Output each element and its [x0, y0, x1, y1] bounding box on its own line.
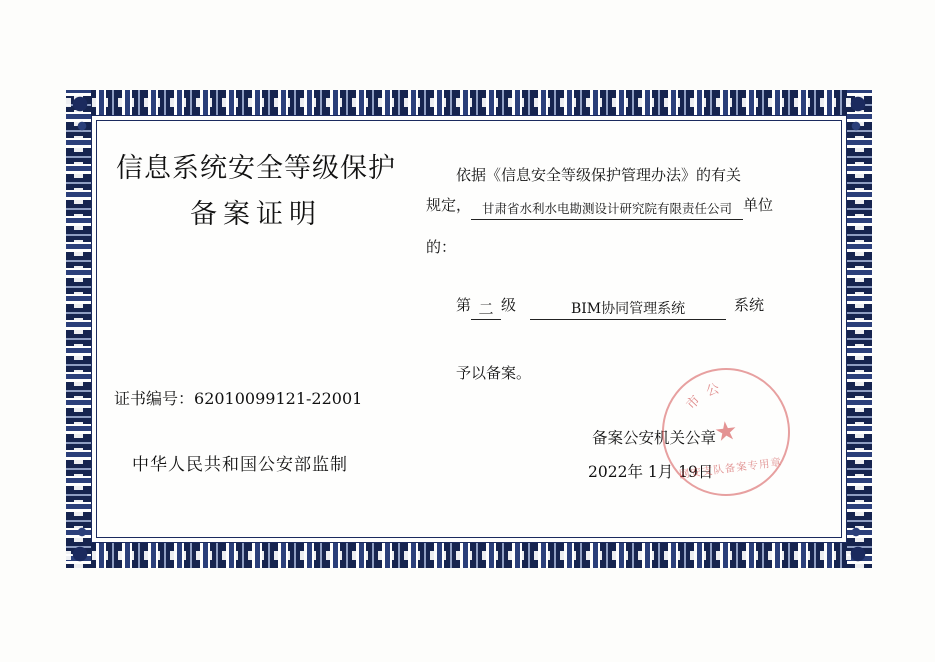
- certificate-number-label: 证书编号：: [114, 389, 195, 408]
- body-intro: 依据《信息安全等级保护管理办法》的有关: [456, 166, 742, 184]
- certificate-number: [114, 386, 362, 409]
- company-name-field: 甘肃省水利水电勘测设计研究院有限责任公司: [471, 199, 743, 220]
- page-title: [96, 146, 416, 238]
- official-seal-stamp: [655, 361, 798, 504]
- clause-tail-second-line: 的：: [426, 238, 457, 256]
- level-label: 第: [456, 296, 472, 314]
- seal-arc-label: 市 公: [683, 380, 724, 413]
- certificate-number-value: 62010099121-22001: [194, 389, 363, 408]
- svg-text:市 公: [682, 381, 725, 414]
- certificate-content: [96, 120, 842, 538]
- right-column: [426, 120, 842, 538]
- clause-tail: 单位: [743, 196, 774, 214]
- border-band-left: [66, 90, 91, 568]
- seal-date: 2022年 1月 19日: [588, 463, 714, 481]
- system-suffix: 系统: [734, 296, 765, 314]
- border-band-top: [66, 90, 872, 115]
- seal-label: 备案公安机关公章: [592, 429, 717, 447]
- clause-lead: 规定，: [426, 196, 472, 214]
- system-name-field: BIM协同管理系统: [530, 299, 726, 320]
- record-statement: 予以备案。: [456, 364, 532, 382]
- title-line-2: 备案证明: [190, 199, 322, 230]
- title-line-1: 信息系统安全等级保护: [116, 153, 396, 184]
- level-unit: 级: [501, 296, 517, 314]
- level-value-field: 二: [471, 299, 501, 320]
- body-clause-line: [426, 190, 842, 220]
- issuing-authority: 中华人民共和国公安部监制: [132, 455, 348, 475]
- level-line: [456, 290, 842, 320]
- border-band-bottom: [66, 543, 872, 568]
- left-column: [96, 120, 416, 538]
- border-band-right: [847, 90, 872, 568]
- seal-sub-text: 网安支队备案专用章: [678, 456, 783, 481]
- seal-star-icon: ★: [712, 415, 740, 448]
